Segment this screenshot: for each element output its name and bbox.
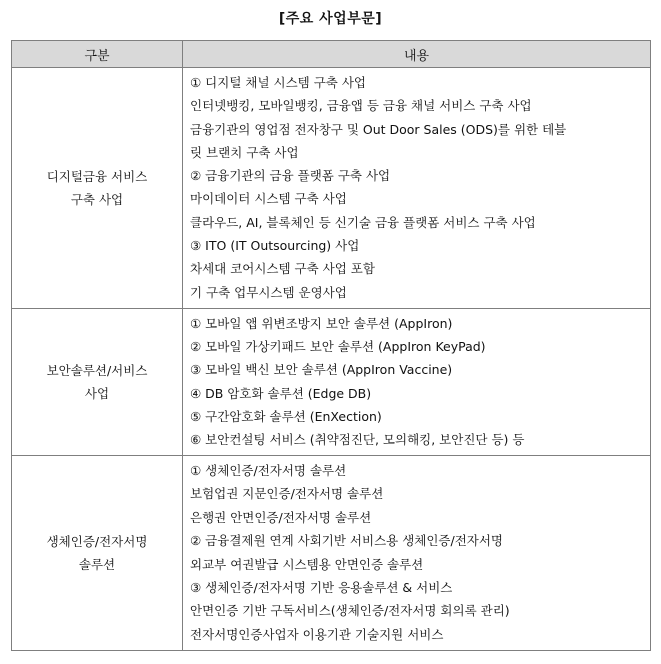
table-row bbox=[12, 456, 651, 651]
table-header-row bbox=[12, 41, 651, 68]
category-label: 디지털금융 서비스 bbox=[46, 168, 148, 184]
content-line: ④ DB 암호화 솔루션 (Edge DB) bbox=[190, 385, 372, 401]
category-label: 보안솔루션/서비스 bbox=[46, 363, 148, 379]
content-line: ② 금융기관의 금융 플랫폼 구축 사업 bbox=[190, 168, 391, 184]
content-line: 마이데이터 시스템 구축 사업 bbox=[190, 191, 347, 207]
content-line: 은행권 안면인증/전자서명 솔루션 bbox=[190, 509, 372, 525]
content-line: 클라우드, AI, 블록체인 등 신기술 금융 플랫폼 서비스 구축 사업 bbox=[190, 214, 536, 230]
category-cell bbox=[12, 68, 183, 309]
content-cell bbox=[183, 456, 651, 651]
content-line: 차세대 코어시스템 구축 사업 포함 bbox=[190, 261, 375, 277]
content-line: ① 디지털 채널 시스템 구축 사업 bbox=[190, 75, 366, 90]
category-label: 솔루션 bbox=[78, 557, 116, 573]
category-label: 사업 bbox=[84, 386, 110, 402]
content-line: 인터넷뱅킹, 모바일뱅킹, 금융앱 등 금융 채널 서비스 구축 사업 bbox=[190, 98, 532, 114]
content-line: 안면인증 기반 구독서비스(생체인증/전자서명 회의록 관리) bbox=[190, 603, 510, 619]
content-line: 기 구축 업무시스템 운영사업 bbox=[190, 284, 347, 300]
content-line: 금융기관의 영업점 전자창구 및 Out Door Sales (ODS)를 위한 테블 bbox=[190, 121, 567, 137]
table-row bbox=[12, 68, 651, 309]
section-title: [주요 사업부문] bbox=[278, 11, 383, 27]
content-line: ② 금융결제원 연계 사회기반 서비스용 생체인증/전자서명 bbox=[190, 533, 504, 549]
content-line: ⑤ 구간암호화 솔루션 (EnXection) bbox=[190, 408, 382, 424]
content-line: ③ 생체인증/전자서명 기반 응용솔루션 & 서비스 bbox=[190, 580, 453, 596]
content-line: ③ 모바일 백신 보안 솔루션 (AppIron Vaccine) bbox=[190, 362, 453, 378]
content-cell bbox=[183, 68, 651, 309]
content-line: 외교부 여권발급 시스템용 안면인증 솔루션 bbox=[190, 556, 424, 572]
header-content: 내용 bbox=[183, 41, 651, 68]
content-line: ① 생체인증/전자서명 솔루션 bbox=[190, 463, 347, 479]
header-category: 구분 bbox=[12, 41, 183, 68]
business-segments-table bbox=[11, 40, 651, 651]
content-line: ⑥ 보안컨설팅 서비스 (취약점진단, 모의해킹, 보안진단 등) 등 bbox=[190, 431, 525, 447]
content-line: ② 모바일 가상키패드 보안 솔루션 (AppIron KeyPad) bbox=[190, 339, 486, 355]
category-cell bbox=[12, 456, 183, 651]
category-cell bbox=[12, 308, 183, 455]
content-line: 릿 브랜치 구축 사업 bbox=[190, 144, 299, 160]
category-label: 생체인증/전자서명 bbox=[46, 534, 148, 550]
content-line: ① 모바일 앱 위변조방지 보안 솔루션 (AppIron) bbox=[190, 315, 453, 331]
table-row bbox=[12, 308, 651, 455]
content-line: ③ ITO (IT Outsourcing) 사업 bbox=[190, 238, 360, 254]
content-cell bbox=[183, 308, 651, 455]
category-label: 구축 사업 bbox=[70, 191, 124, 207]
content-line: 보험업권 지문인증/전자서명 솔루션 bbox=[190, 486, 384, 502]
content-line: 전자서명인증사업자 이용기관 기술지원 서비스 bbox=[190, 626, 444, 642]
